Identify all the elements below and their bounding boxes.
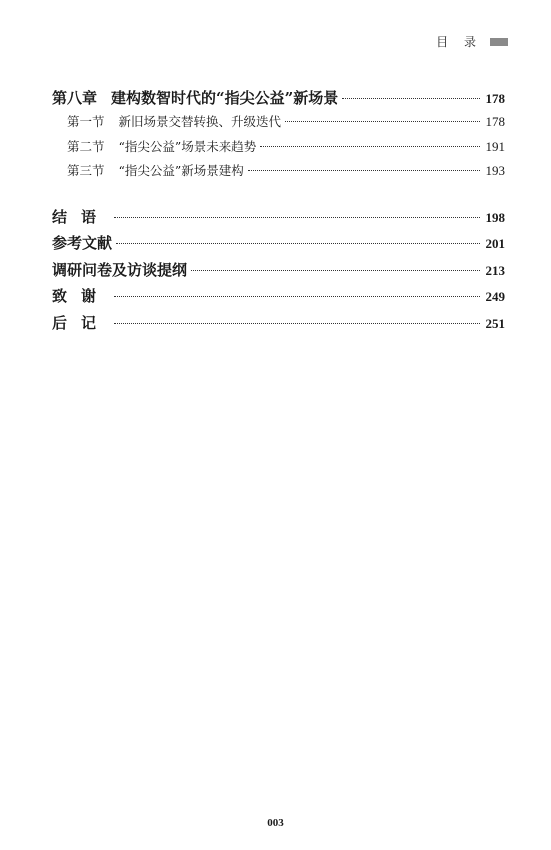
section-number: 第一节 [67, 114, 105, 129]
backmatter-page-number: 249 [485, 289, 505, 304]
dot-leader [114, 217, 479, 218]
toc-backmatter-entry[interactable] [52, 230, 505, 257]
toc-section-entry[interactable] [52, 110, 505, 135]
toc-backmatter-entry[interactable] [52, 283, 505, 310]
section-page-number: 193 [485, 163, 505, 178]
table-of-contents [52, 86, 505, 336]
backmatter-page-number: 201 [485, 236, 505, 251]
dot-leader [116, 243, 479, 244]
section-title: 新旧场景交替转换、升级迭代 [118, 114, 282, 129]
section-title: “指尖公益”场景未来趋势 [118, 138, 257, 154]
dot-leader [114, 296, 479, 297]
toc-spacer [52, 184, 505, 204]
section-heading [67, 135, 256, 160]
section-page-number: 178 [485, 114, 505, 129]
toc-section-entry[interactable] [52, 135, 505, 160]
backmatter-title: 结语 [52, 207, 111, 226]
toc-section-entry[interactable] [52, 159, 505, 184]
dot-leader [114, 323, 479, 324]
section-heading [67, 110, 281, 135]
toc-backmatter-entry[interactable] [52, 310, 505, 337]
dot-leader [285, 121, 479, 122]
section-number: 第三节 [67, 163, 105, 178]
chapter-page-number: 178 [485, 91, 505, 106]
header-label: 目 录 [436, 35, 482, 49]
dot-leader [342, 98, 479, 99]
backmatter-title: 致谢 [52, 287, 111, 305]
header-bar-decoration [490, 38, 508, 46]
dot-leader [248, 170, 480, 171]
dot-leader [260, 146, 479, 147]
section-title: “指尖公益”新场景建构 [118, 163, 244, 178]
running-header [436, 33, 508, 50]
toc-backmatter-entry[interactable] [52, 257, 505, 284]
backmatter-title: 后记 [52, 313, 111, 332]
page-number-footer: 003 [267, 817, 284, 829]
chapter-heading [52, 86, 338, 110]
toc-backmatter-entry[interactable] [52, 204, 505, 231]
dot-leader [191, 270, 479, 271]
chapter-number: 第八章 [52, 89, 98, 107]
backmatter-page-number: 251 [485, 315, 505, 331]
backmatter-title: 调研问卷及访谈提纲 [52, 260, 188, 279]
section-heading [67, 159, 244, 184]
section-page-number: 191 [485, 138, 505, 154]
backmatter-title: 参考文献 [52, 234, 113, 252]
backmatter-page-number: 213 [485, 262, 505, 278]
backmatter-page-number: 198 [485, 209, 505, 225]
section-number: 第二节 [67, 138, 105, 154]
toc-chapter-entry[interactable] [52, 86, 505, 110]
chapter-title: 建构数智时代的“指尖公益”新场景 [111, 89, 339, 107]
